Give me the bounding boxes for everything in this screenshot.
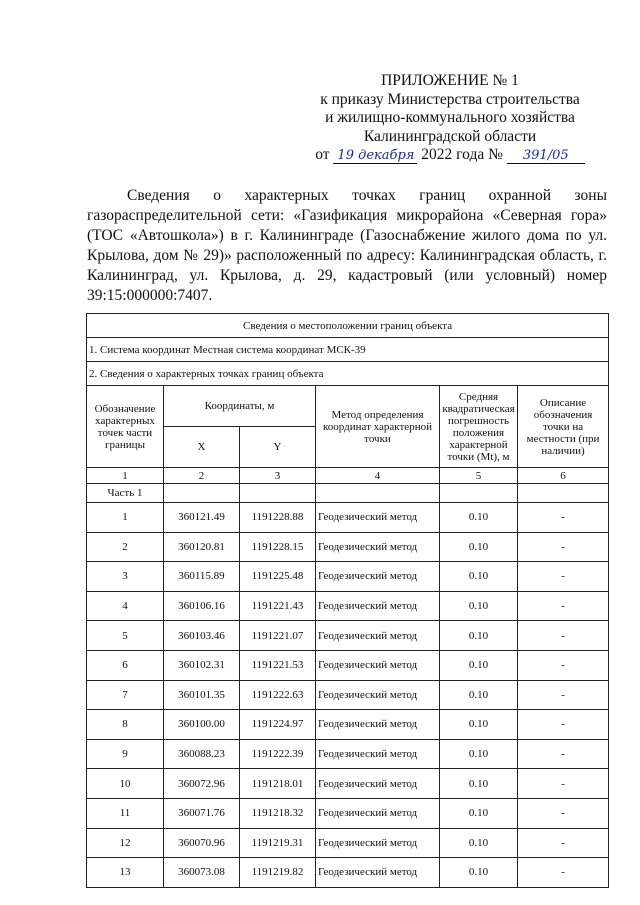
table-row: [87, 858, 609, 888]
y-coordinate-cell: 1191224.97: [240, 710, 316, 740]
column-number: 3: [240, 468, 316, 484]
part-label: Часть 1: [87, 484, 164, 503]
error-cell: 0.10: [440, 739, 518, 769]
header-point: Обозначение характерных точек части границы: [87, 386, 164, 468]
y-coordinate-cell: 1191219.31: [240, 828, 316, 858]
error-cell: 0.10: [440, 858, 518, 888]
description-cell: -: [518, 680, 609, 710]
error-cell: 0.10: [440, 828, 518, 858]
method-cell: Геодезический метод: [316, 621, 440, 651]
description-cell: -: [518, 562, 609, 592]
table-row: [87, 532, 609, 562]
error-cell: 0.10: [440, 650, 518, 680]
description-cell: -: [518, 798, 609, 828]
point-number-cell: 8: [87, 710, 164, 740]
appendix-line: к приказу Министерства строительства: [320, 90, 580, 108]
point-number-cell: 11: [87, 798, 164, 828]
error-cell: 0.10: [440, 710, 518, 740]
column-number: 6: [518, 468, 609, 484]
empty-cell: [240, 484, 316, 503]
appendix-line: и жилищно-коммунального хозяйства: [325, 109, 575, 126]
point-number-cell: 5: [87, 621, 164, 651]
point-number-cell: 3: [87, 562, 164, 592]
appendix-title: ПРИЛОЖЕНИЕ № 1: [381, 72, 519, 89]
intro-text: Сведения о характерных точках границ охранной зоны газораспределительной сети: «Газификация микрорайона «Северная гора» (ТОС «Автошкола») в г. Калининграде (Газоснабжение жилого дома по ул. Крылова, дом № 29)» расположенный по адресу: Калининградская область, г. Калининград, ул. Крылова, д. 29, кадастровый (или условный) номер 39:15:000000:7407.: [87, 187, 607, 304]
table-caption: Сведения о местоположении границ объекта: [87, 314, 609, 338]
x-coordinate-cell: 360101.35: [164, 680, 240, 710]
error-cell: 0.10: [440, 680, 518, 710]
error-cell: 0.10: [440, 798, 518, 828]
appendix-line: Калининградской области: [363, 127, 537, 145]
table-row: [87, 739, 609, 769]
empty-cell: [518, 484, 609, 503]
x-coordinate-cell: 360073.08: [164, 858, 240, 888]
y-coordinate-cell: 1191218.01: [240, 769, 316, 799]
y-coordinate-cell: 1191228.88: [240, 503, 316, 533]
description-cell: -: [518, 591, 609, 621]
column-number: 4: [316, 468, 440, 484]
method-cell: Геодезический метод: [316, 798, 440, 828]
method-cell: Геодезический метод: [316, 739, 440, 769]
x-coordinate-cell: 360088.23: [164, 739, 240, 769]
table-row: [87, 680, 609, 710]
point-number-cell: 13: [87, 858, 164, 888]
method-cell: Геодезический метод: [316, 710, 440, 740]
point-number-cell: 10: [87, 769, 164, 799]
error-cell: 0.10: [440, 621, 518, 651]
x-coordinate-cell: 360070.96: [164, 828, 240, 858]
empty-cell: [316, 484, 440, 503]
point-number-cell: 7: [87, 680, 164, 710]
point-number-cell: 1: [87, 503, 164, 533]
column-numbers-row: [87, 468, 609, 484]
error-cell: 0.10: [440, 562, 518, 592]
method-cell: Геодезический метод: [316, 769, 440, 799]
coordinate-system: 1. Система координат Местная система координат МСК-39: [87, 338, 609, 362]
table-row: [87, 621, 609, 651]
header-method: Метод определения координат характерной точки: [316, 386, 440, 468]
method-cell: Геодезический метод: [316, 562, 440, 592]
table-row: [87, 710, 609, 740]
y-coordinate-cell: 1191222.63: [240, 680, 316, 710]
point-number-cell: 4: [87, 591, 164, 621]
header-coords: Координаты, м: [164, 386, 316, 427]
y-coordinate-cell: 1191221.43: [240, 591, 316, 621]
table-row: [87, 798, 609, 828]
point-number-cell: 2: [87, 532, 164, 562]
y-coordinate-cell: 1191221.53: [240, 650, 316, 680]
intro-paragraph: [87, 186, 607, 306]
x-coordinate-cell: 360103.46: [164, 621, 240, 651]
x-coordinate-cell: 360106.16: [164, 591, 240, 621]
point-number-cell: 12: [87, 828, 164, 858]
x-coordinate-cell: 360100.00: [164, 710, 240, 740]
header-x: X: [164, 427, 240, 468]
appendix-date-line: [300, 146, 600, 165]
y-coordinate-cell: 1191225.48: [240, 562, 316, 592]
from-label: от: [315, 146, 330, 163]
description-cell: -: [518, 769, 609, 799]
table-row: [87, 650, 609, 680]
point-number-cell: 6: [87, 650, 164, 680]
handwritten-number: 391/05: [507, 149, 585, 164]
x-coordinate-cell: 360115.89: [164, 562, 240, 592]
method-cell: Геодезический метод: [316, 591, 440, 621]
boundary-table: [86, 313, 609, 888]
header-description: Описание обозначения точки на местности (при наличии): [518, 386, 609, 468]
table-row: [87, 503, 609, 533]
error-cell: 0.10: [440, 503, 518, 533]
points-section-title: 2. Сведения о характерных точках границ объекта: [87, 362, 609, 386]
error-cell: 0.10: [440, 769, 518, 799]
y-coordinate-cell: 1191218.32: [240, 798, 316, 828]
description-cell: -: [518, 858, 609, 888]
table-row: [87, 562, 609, 592]
year-text: 2022 года №: [421, 146, 503, 163]
x-coordinate-cell: 360071.76: [164, 798, 240, 828]
x-coordinate-cell: 360102.31: [164, 650, 240, 680]
y-coordinate-cell: 1191221.07: [240, 621, 316, 651]
method-cell: Геодезический метод: [316, 503, 440, 533]
description-cell: -: [518, 710, 609, 740]
y-coordinate-cell: 1191222.39: [240, 739, 316, 769]
method-cell: Геодезический метод: [316, 858, 440, 888]
table-row: [87, 828, 609, 858]
description-cell: -: [518, 650, 609, 680]
description-cell: -: [518, 739, 609, 769]
description-cell: -: [518, 532, 609, 562]
table-row: [87, 591, 609, 621]
appendix-header: [300, 72, 600, 165]
y-coordinate-cell: 1191219.82: [240, 858, 316, 888]
description-cell: -: [518, 503, 609, 533]
method-cell: Геодезический метод: [316, 680, 440, 710]
table-row: [87, 769, 609, 799]
data-rows: [87, 503, 609, 888]
header-y: Y: [240, 427, 316, 468]
column-number: 1: [87, 468, 164, 484]
empty-cell: [440, 484, 518, 503]
column-number: 2: [164, 468, 240, 484]
method-cell: Геодезический метод: [316, 828, 440, 858]
column-number: 5: [440, 468, 518, 484]
description-cell: -: [518, 828, 609, 858]
x-coordinate-cell: 360121.49: [164, 503, 240, 533]
point-number-cell: 9: [87, 739, 164, 769]
method-cell: Геодезический метод: [316, 532, 440, 562]
header-error: Средняя квадратическая погрешность положения характерной точки (Mt), м: [440, 386, 518, 468]
empty-cell: [164, 484, 240, 503]
description-cell: -: [518, 621, 609, 651]
x-coordinate-cell: 360072.96: [164, 769, 240, 799]
error-cell: 0.10: [440, 532, 518, 562]
error-cell: 0.10: [440, 591, 518, 621]
handwritten-date: 19 декабря: [333, 149, 417, 164]
y-coordinate-cell: 1191228.15: [240, 532, 316, 562]
x-coordinate-cell: 360120.81: [164, 532, 240, 562]
method-cell: Геодезический метод: [316, 650, 440, 680]
